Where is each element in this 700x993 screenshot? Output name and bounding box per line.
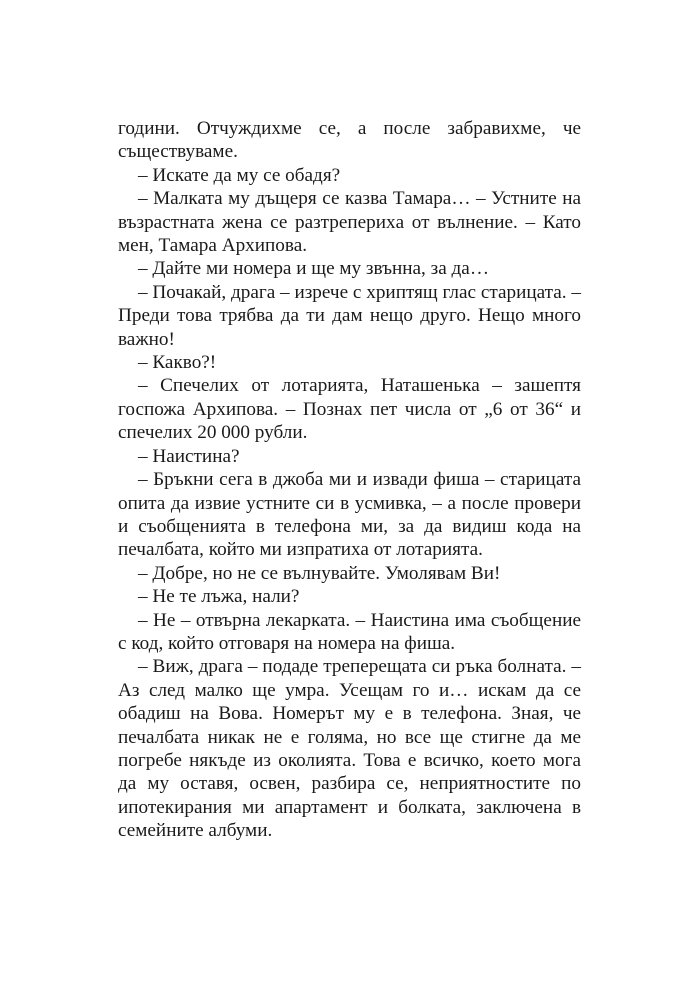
paragraph: – Искате да му се обадя? (138, 164, 341, 186)
paragraph: – Какво?! (138, 352, 217, 374)
paragraph: – Малката му дъщеря се казва Тамара… – Устните на възрастната жена се разтреперихa от вълнение. – Като мен, Тамара Архипова. (118, 188, 581, 257)
paragraph: – Не те лъжа, нали? (138, 586, 300, 608)
paragraph: – Наистина? (138, 445, 240, 467)
paragraph: – Добре, но не се вълнувайте. Умолявам Ви! (138, 562, 501, 584)
paragraph: – Спечелих от лотарията, Наташенька – зашептя госпожа Архипова. – Познах пет числа от „6 от 36“ и спечелих 20 000 рубли. (118, 375, 581, 444)
page-body (118, 117, 581, 843)
paragraph: – Бръкни сега в джоба ми и извади фиша – старицата опита да извие устните си в усмивка, – а после провери и съобщенията в телефона ми, за да видиш кода на печалбата, който ми изпратиха от лотарията. (118, 469, 581, 561)
paragraph: – Виж, драга – подаде треперещата си ръка болната. – Аз след малко ще умра. Усещам го и… искам да се обадиш на Вова. Номерът му е в телефона. Зная, че печалбата никак не е голяма, но все ще стигне да ме погребе някъде из околията. Това е всичко, което мога да му оставя, освен, разбира се, неприятностите по ипотекирания ми апартамент и болката, заключена в семейните албуми. (118, 656, 581, 842)
paragraph: – Почакай, драга – изрече с хриптящ глас старицата. – Преди това трябва да ти дам нещо друго. Нещо много важно! (118, 281, 581, 350)
paragraph: – Дайте ми номера и ще му звънна, за да… (138, 258, 490, 280)
paragraph: – Не – отвърна лекарката. – Наистина има съобщение с код, който отговаря на номера на фиша. (118, 609, 581, 654)
paragraph: години. Отчуждихме се, а после забравихме, че съществуваме. (118, 118, 581, 163)
